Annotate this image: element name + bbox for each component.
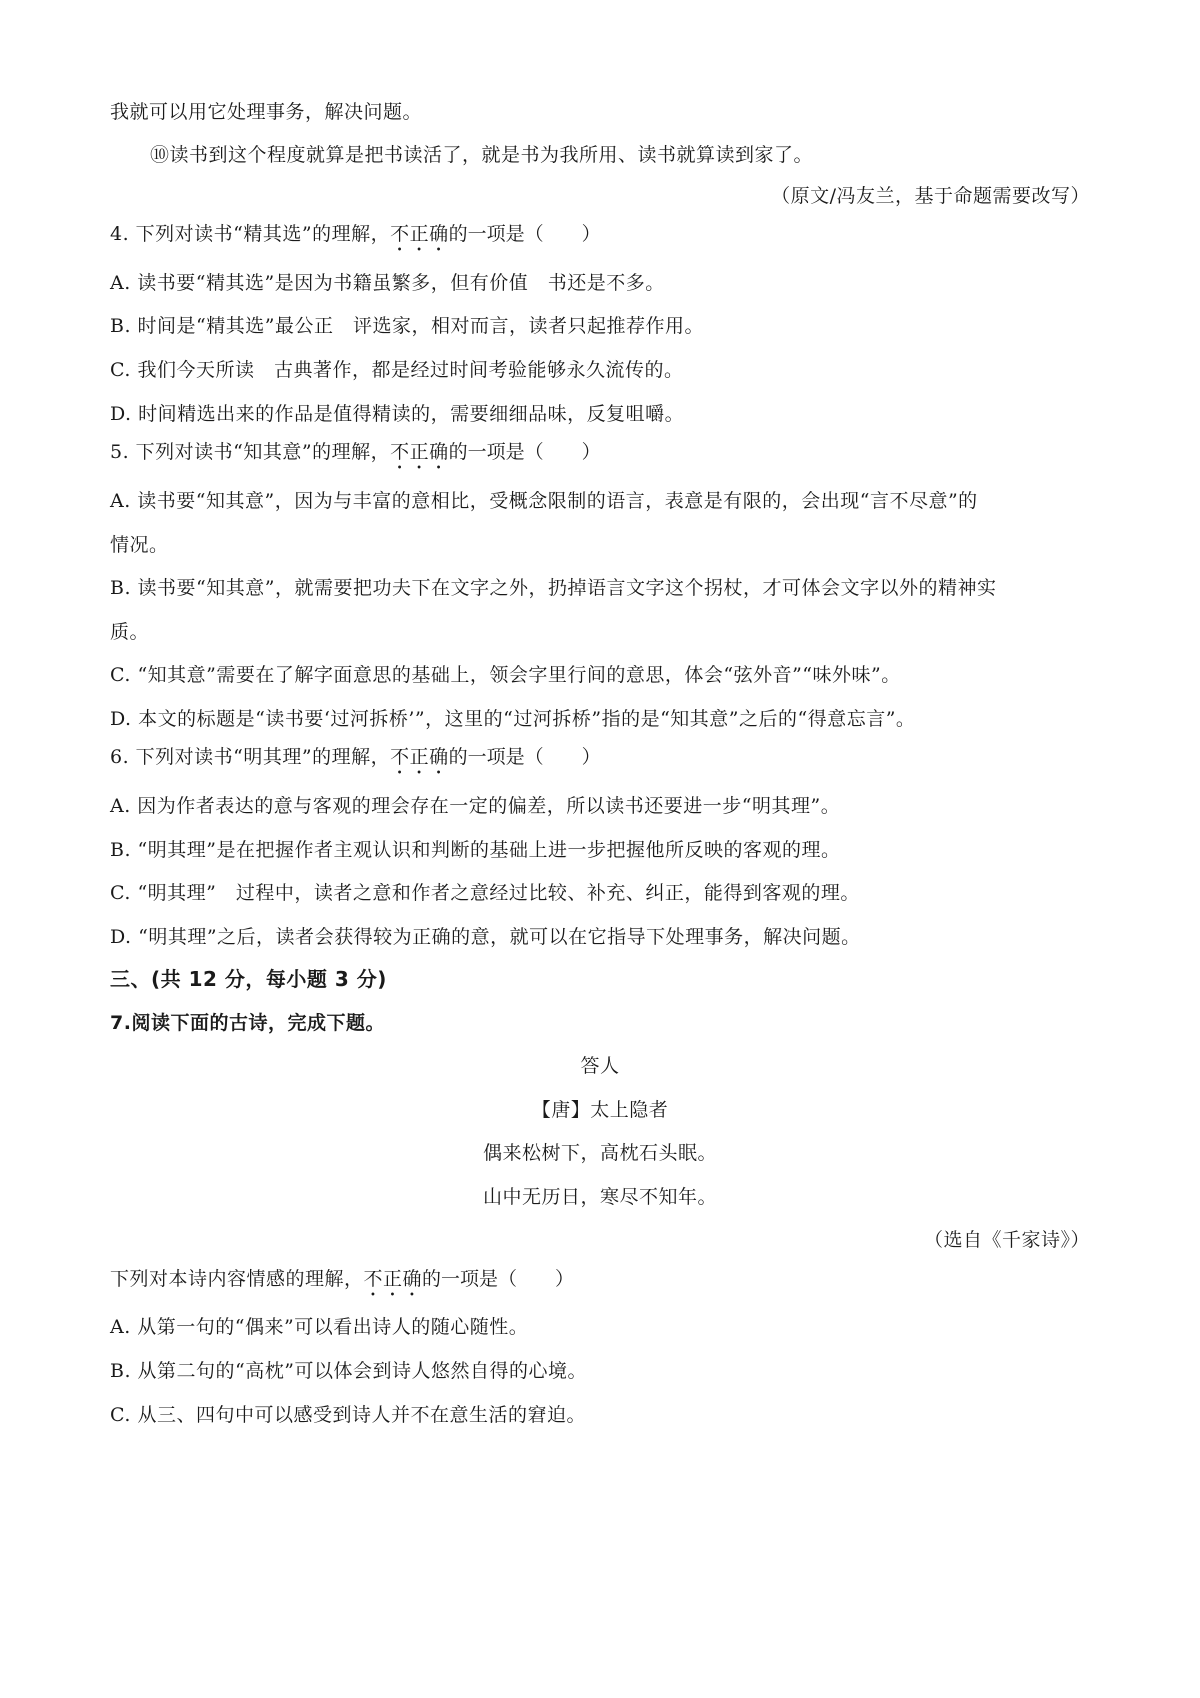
- emphasis-text: 不正确: [390, 441, 449, 463]
- emphasis-text: 不正确: [363, 1268, 423, 1290]
- question-stem-text: 5. 下列对读书“知其意”的理解，: [110, 441, 391, 463]
- passage-source: （原文/冯友兰，基于命题需要改写）: [771, 185, 1090, 207]
- option-b: B. “明其理”是在把握作者主观认识和判断的基础上进一步把握他所反映的客观的理。: [110, 839, 841, 861]
- poem-title: 答人: [580, 1055, 620, 1077]
- option-a: A. 读书要“知其意”，因为与丰富的意相比，受概念限制的语言，表意是有限的，会出现“言不尽意”的: [110, 490, 978, 512]
- option-b: B. 读书要“知其意”，就需要把功夫下在文字之外，扔掉语言文字这个拐杖，才可体会文字以外的精神实: [110, 577, 997, 599]
- option-d: D. “明其理”之后，读者会获得较为正确的意，就可以在它指导下处理事务，解决问题。: [110, 926, 861, 948]
- poem-source: （选自《千家诗》）: [923, 1229, 1090, 1251]
- question-stem-text: 的一项是（ ）: [448, 223, 601, 245]
- poem-line: 偶来松树下，高枕石头眠。: [482, 1142, 717, 1164]
- question-stem-text: 6. 下列对读书“明其理”的理解，: [110, 746, 391, 768]
- question-stem-text: 4. 下列对读书“精其选”的理解，: [110, 223, 391, 245]
- option-a: A. 因为作者表达的意与客观的理会存在一定的偏差，所以读书还要进一步“明其理”。: [110, 795, 841, 817]
- option-b: B. 时间是“精其选”最公正 评选家，相对而言，读者只起推荐作用。: [110, 315, 704, 337]
- option-c: C. 我们今天所读 古典著作，都是经过时间考验能够永久流传的。: [110, 359, 684, 381]
- question-6-stem: [110, 744, 601, 779]
- option-b: B. 从第二句的“高枕”可以体会到诗人悠然自得的心境。: [110, 1360, 587, 1382]
- question-7-intro: 7.阅读下面的古诗，完成下题。: [110, 1012, 385, 1034]
- poem-line: 山中无历日，寒尽不知年。: [482, 1186, 717, 1208]
- emphasis-text: 不正确: [390, 223, 449, 245]
- option-a: A. 从第一句的“偶来”可以看出诗人的随心随性。: [110, 1316, 529, 1338]
- question-5-stem: [110, 439, 601, 474]
- question-stem-text: 的一项是（ ）: [448, 746, 601, 768]
- question-4-stem: [110, 221, 601, 256]
- option-d: D. 本文的标题是“读书要‘过河拆桥’”，这里的“过河拆桥”指的是“知其意”之后的“得意忘言”。: [110, 708, 916, 730]
- passage-paragraph-10: ⑩读书到这个程度就算是把书读活了，就是书为我所用、读书就算读到家了。: [150, 144, 814, 166]
- question-stem-text: 的一项是（ ）: [448, 441, 601, 463]
- option-c: C. 从三、四句中可以感受到诗人并不在意生活的窘迫。: [110, 1404, 586, 1426]
- emphasis-text: 不正确: [390, 746, 449, 768]
- section-heading: 三、(共 12 分，每小题 3 分): [110, 967, 387, 991]
- question-7-stem: [110, 1266, 574, 1301]
- question-stem-text: 下列对本诗内容情感的理解，: [110, 1268, 364, 1290]
- option-a-continued: 情况。: [110, 534, 169, 556]
- question-stem-text: 的一项是（ ）: [422, 1268, 575, 1290]
- option-b-continued: 质。: [110, 621, 150, 643]
- poem-author: 【唐】太上隐者: [531, 1099, 669, 1121]
- option-a: A. 读书要“精其选”是因为书籍虽繁多，但有价值 书还是不多。: [110, 272, 665, 294]
- option-c: C. “知其意”需要在了解字面意思的基础上，领会字里行间的意思，体会“弦外音”“味外味”。: [110, 664, 901, 686]
- option-c: C. “明其理” 过程中，读者之意和作者之意经过比较、补充、纠正，能得到客观的理。: [110, 882, 860, 904]
- option-d: D. 时间精选出来的作品是值得精读的，需要细细品味，反复咀嚼。: [110, 403, 685, 425]
- passage-line: 我就可以用它处理事务，解决问题。: [110, 101, 423, 123]
